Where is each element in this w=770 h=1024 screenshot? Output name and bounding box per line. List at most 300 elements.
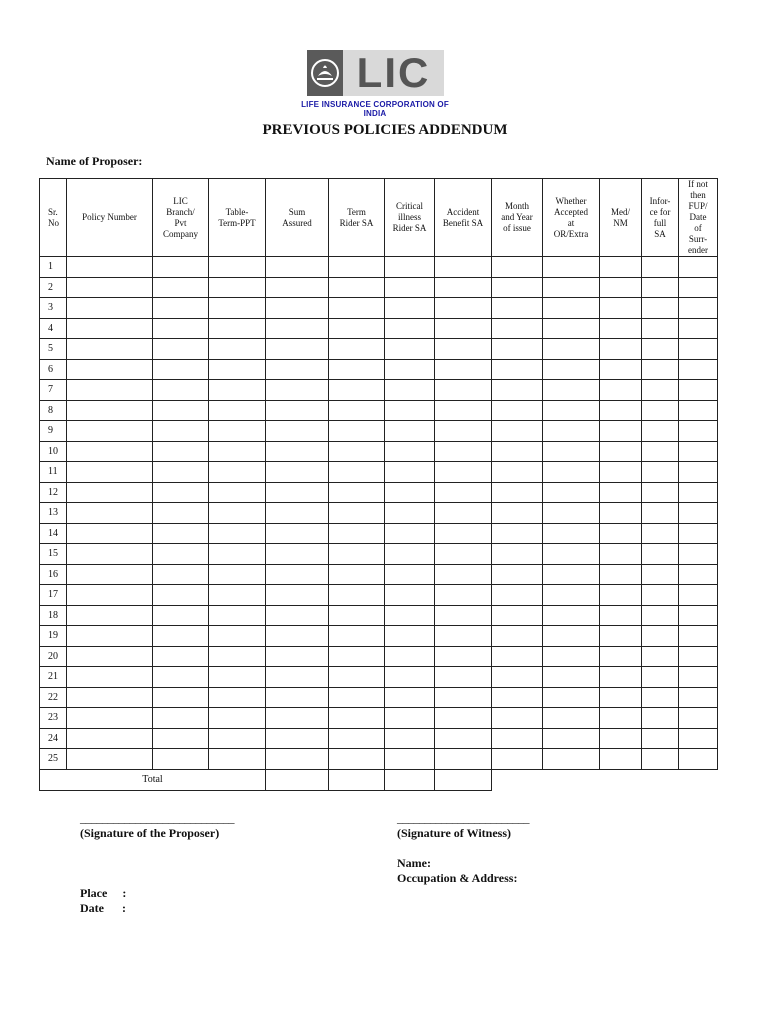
- entry-cell[interactable]: [266, 626, 329, 647]
- entry-cell[interactable]: [266, 523, 329, 544]
- entry-cell[interactable]: [492, 626, 543, 647]
- entry-cell[interactable]: [385, 298, 435, 319]
- entry-cell[interactable]: [642, 687, 679, 708]
- entry-cell[interactable]: [642, 523, 679, 544]
- entry-cell[interactable]: [266, 257, 329, 278]
- entry-cell[interactable]: [679, 667, 718, 688]
- entry-cell[interactable]: [266, 503, 329, 524]
- entry-cell[interactable]: [209, 380, 266, 401]
- entry-cell[interactable]: [329, 626, 385, 647]
- entry-cell[interactable]: [153, 564, 209, 585]
- entry-cell[interactable]: [329, 380, 385, 401]
- entry-cell[interactable]: [329, 708, 385, 729]
- entry-cell[interactable]: [642, 503, 679, 524]
- entry-cell[interactable]: [492, 339, 543, 360]
- entry-cell[interactable]: [329, 421, 385, 442]
- entry-cell[interactable]: [385, 277, 435, 298]
- entry-cell[interactable]: [153, 257, 209, 278]
- entry-cell[interactable]: [385, 421, 435, 442]
- entry-cell[interactable]: [679, 339, 718, 360]
- entry-cell[interactable]: [435, 605, 492, 626]
- entry-cell[interactable]: [600, 626, 642, 647]
- entry-cell[interactable]: [543, 646, 600, 667]
- entry-cell[interactable]: [385, 318, 435, 339]
- entry-cell[interactable]: [153, 318, 209, 339]
- entry-cell[interactable]: [642, 400, 679, 421]
- entry-cell[interactable]: [435, 503, 492, 524]
- entry-cell[interactable]: [153, 605, 209, 626]
- entry-cell[interactable]: [600, 749, 642, 770]
- entry-cell[interactable]: [492, 708, 543, 729]
- entry-cell[interactable]: [543, 523, 600, 544]
- entry-cell[interactable]: [67, 359, 153, 380]
- entry-cell[interactable]: [266, 380, 329, 401]
- entry-cell[interactable]: [679, 380, 718, 401]
- entry-cell[interactable]: [153, 298, 209, 319]
- entry-cell[interactable]: [642, 318, 679, 339]
- entry-cell[interactable]: [385, 687, 435, 708]
- entry-cell[interactable]: [543, 728, 600, 749]
- entry-cell[interactable]: [435, 749, 492, 770]
- entry-cell[interactable]: [642, 749, 679, 770]
- entry-cell[interactable]: [385, 626, 435, 647]
- entry-cell[interactable]: [385, 400, 435, 421]
- entry-cell[interactable]: [543, 626, 600, 647]
- entry-cell[interactable]: [435, 339, 492, 360]
- entry-cell[interactable]: [679, 257, 718, 278]
- entry-cell[interactable]: [329, 318, 385, 339]
- entry-cell[interactable]: [492, 298, 543, 319]
- entry-cell[interactable]: [329, 564, 385, 585]
- entry-cell[interactable]: [600, 523, 642, 544]
- entry-cell[interactable]: [67, 728, 153, 749]
- entry-cell[interactable]: [679, 605, 718, 626]
- entry-cell[interactable]: [329, 749, 385, 770]
- entry-cell[interactable]: [67, 749, 153, 770]
- entry-cell[interactable]: [153, 523, 209, 544]
- entry-cell[interactable]: [600, 421, 642, 442]
- entry-cell[interactable]: [266, 646, 329, 667]
- entry-cell[interactable]: [435, 544, 492, 565]
- entry-cell[interactable]: [435, 667, 492, 688]
- entry-cell[interactable]: [153, 626, 209, 647]
- entry-cell[interactable]: [642, 441, 679, 462]
- entry-cell[interactable]: [385, 380, 435, 401]
- entry-cell[interactable]: [67, 318, 153, 339]
- entry-cell[interactable]: [543, 687, 600, 708]
- entry-cell[interactable]: [67, 482, 153, 503]
- entry-cell[interactable]: [435, 482, 492, 503]
- entry-cell[interactable]: [435, 564, 492, 585]
- entry-cell[interactable]: [329, 503, 385, 524]
- entry-cell[interactable]: [492, 585, 543, 606]
- entry-cell[interactable]: [492, 544, 543, 565]
- entry-cell[interactable]: [67, 421, 153, 442]
- entry-cell[interactable]: [329, 298, 385, 319]
- entry-cell[interactable]: [329, 257, 385, 278]
- entry-cell[interactable]: [385, 257, 435, 278]
- entry-cell[interactable]: [435, 585, 492, 606]
- entry-cell[interactable]: [435, 523, 492, 544]
- entry-cell[interactable]: [642, 544, 679, 565]
- entry-cell[interactable]: [153, 400, 209, 421]
- entry-cell[interactable]: [600, 667, 642, 688]
- entry-cell[interactable]: [266, 667, 329, 688]
- entry-cell[interactable]: [385, 339, 435, 360]
- entry-cell[interactable]: [209, 708, 266, 729]
- entry-cell[interactable]: [492, 359, 543, 380]
- entry-cell[interactable]: [600, 441, 642, 462]
- total-cell[interactable]: [266, 769, 329, 790]
- entry-cell[interactable]: [385, 462, 435, 483]
- entry-cell[interactable]: [329, 277, 385, 298]
- entry-cell[interactable]: [642, 646, 679, 667]
- entry-cell[interactable]: [642, 380, 679, 401]
- entry-cell[interactable]: [153, 749, 209, 770]
- entry-cell[interactable]: [266, 339, 329, 360]
- entry-cell[interactable]: [266, 605, 329, 626]
- entry-cell[interactable]: [209, 257, 266, 278]
- entry-cell[interactable]: [642, 257, 679, 278]
- entry-cell[interactable]: [153, 585, 209, 606]
- entry-cell[interactable]: [67, 400, 153, 421]
- entry-cell[interactable]: [679, 277, 718, 298]
- entry-cell[interactable]: [543, 708, 600, 729]
- entry-cell[interactable]: [642, 564, 679, 585]
- entry-cell[interactable]: [543, 400, 600, 421]
- entry-cell[interactable]: [266, 564, 329, 585]
- entry-cell[interactable]: [329, 687, 385, 708]
- entry-cell[interactable]: [679, 749, 718, 770]
- entry-cell[interactable]: [679, 482, 718, 503]
- entry-cell[interactable]: [642, 482, 679, 503]
- entry-cell[interactable]: [329, 585, 385, 606]
- entry-cell[interactable]: [492, 380, 543, 401]
- entry-cell[interactable]: [266, 400, 329, 421]
- entry-cell[interactable]: [679, 626, 718, 647]
- entry-cell[interactable]: [679, 523, 718, 544]
- entry-cell[interactable]: [543, 749, 600, 770]
- entry-cell[interactable]: [153, 359, 209, 380]
- entry-cell[interactable]: [329, 400, 385, 421]
- entry-cell[interactable]: [543, 482, 600, 503]
- entry-cell[interactable]: [543, 277, 600, 298]
- entry-cell[interactable]: [329, 605, 385, 626]
- entry-cell[interactable]: [266, 421, 329, 442]
- entry-cell[interactable]: [266, 585, 329, 606]
- entry-cell[interactable]: [209, 421, 266, 442]
- entry-cell[interactable]: [435, 646, 492, 667]
- entry-cell[interactable]: [329, 462, 385, 483]
- entry-cell[interactable]: [209, 544, 266, 565]
- entry-cell[interactable]: [543, 257, 600, 278]
- entry-cell[interactable]: [679, 728, 718, 749]
- entry-cell[interactable]: [209, 441, 266, 462]
- entry-cell[interactable]: [600, 605, 642, 626]
- entry-cell[interactable]: [209, 523, 266, 544]
- entry-cell[interactable]: [600, 564, 642, 585]
- entry-cell[interactable]: [642, 462, 679, 483]
- entry-cell[interactable]: [266, 687, 329, 708]
- entry-cell[interactable]: [266, 728, 329, 749]
- total-cell[interactable]: [435, 769, 492, 790]
- entry-cell[interactable]: [153, 687, 209, 708]
- entry-cell[interactable]: [435, 708, 492, 729]
- entry-cell[interactable]: [435, 626, 492, 647]
- entry-cell[interactable]: [600, 687, 642, 708]
- entry-cell[interactable]: [679, 646, 718, 667]
- entry-cell[interactable]: [67, 687, 153, 708]
- entry-cell[interactable]: [385, 359, 435, 380]
- entry-cell[interactable]: [642, 626, 679, 647]
- entry-cell[interactable]: [266, 462, 329, 483]
- entry-cell[interactable]: [642, 359, 679, 380]
- entry-cell[interactable]: [266, 359, 329, 380]
- entry-cell[interactable]: [492, 277, 543, 298]
- entry-cell[interactable]: [492, 646, 543, 667]
- entry-cell[interactable]: [679, 298, 718, 319]
- entry-cell[interactable]: [266, 298, 329, 319]
- entry-cell[interactable]: [209, 626, 266, 647]
- entry-cell[interactable]: [266, 708, 329, 729]
- entry-cell[interactable]: [67, 339, 153, 360]
- entry-cell[interactable]: [435, 462, 492, 483]
- entry-cell[interactable]: [209, 277, 266, 298]
- entry-cell[interactable]: [67, 503, 153, 524]
- entry-cell[interactable]: [153, 462, 209, 483]
- entry-cell[interactable]: [266, 544, 329, 565]
- entry-cell[interactable]: [600, 462, 642, 483]
- entry-cell[interactable]: [209, 728, 266, 749]
- entry-cell[interactable]: [209, 462, 266, 483]
- entry-cell[interactable]: [600, 339, 642, 360]
- entry-cell[interactable]: [435, 298, 492, 319]
- entry-cell[interactable]: [679, 462, 718, 483]
- entry-cell[interactable]: [600, 400, 642, 421]
- entry-cell[interactable]: [266, 318, 329, 339]
- entry-cell[interactable]: [679, 585, 718, 606]
- entry-cell[interactable]: [329, 544, 385, 565]
- entry-cell[interactable]: [543, 318, 600, 339]
- entry-cell[interactable]: [209, 400, 266, 421]
- entry-cell[interactable]: [642, 277, 679, 298]
- entry-cell[interactable]: [435, 728, 492, 749]
- entry-cell[interactable]: [67, 585, 153, 606]
- entry-cell[interactable]: [600, 728, 642, 749]
- entry-cell[interactable]: [385, 523, 435, 544]
- entry-cell[interactable]: [679, 421, 718, 442]
- entry-cell[interactable]: [492, 728, 543, 749]
- entry-cell[interactable]: [329, 359, 385, 380]
- entry-cell[interactable]: [385, 749, 435, 770]
- entry-cell[interactable]: [67, 277, 153, 298]
- entry-cell[interactable]: [679, 318, 718, 339]
- entry-cell[interactable]: [679, 687, 718, 708]
- entry-cell[interactable]: [543, 667, 600, 688]
- entry-cell[interactable]: [153, 503, 209, 524]
- entry-cell[interactable]: [492, 441, 543, 462]
- entry-cell[interactable]: [209, 564, 266, 585]
- entry-cell[interactable]: [67, 646, 153, 667]
- entry-cell[interactable]: [209, 503, 266, 524]
- entry-cell[interactable]: [209, 585, 266, 606]
- entry-cell[interactable]: [209, 318, 266, 339]
- entry-cell[interactable]: [600, 277, 642, 298]
- entry-cell[interactable]: [67, 298, 153, 319]
- entry-cell[interactable]: [67, 626, 153, 647]
- entry-cell[interactable]: [329, 728, 385, 749]
- entry-cell[interactable]: [492, 503, 543, 524]
- entry-cell[interactable]: [153, 277, 209, 298]
- entry-cell[interactable]: [209, 687, 266, 708]
- entry-cell[interactable]: [679, 544, 718, 565]
- entry-cell[interactable]: [492, 749, 543, 770]
- entry-cell[interactable]: [329, 646, 385, 667]
- entry-cell[interactable]: [492, 421, 543, 442]
- entry-cell[interactable]: [153, 708, 209, 729]
- entry-cell[interactable]: [600, 544, 642, 565]
- entry-cell[interactable]: [209, 605, 266, 626]
- entry-cell[interactable]: [329, 441, 385, 462]
- entry-cell[interactable]: [543, 359, 600, 380]
- entry-cell[interactable]: [543, 544, 600, 565]
- entry-cell[interactable]: [153, 441, 209, 462]
- entry-cell[interactable]: [385, 708, 435, 729]
- entry-cell[interactable]: [543, 339, 600, 360]
- entry-cell[interactable]: [385, 441, 435, 462]
- entry-cell[interactable]: [67, 462, 153, 483]
- entry-cell[interactable]: [153, 339, 209, 360]
- entry-cell[interactable]: [209, 359, 266, 380]
- entry-cell[interactable]: [385, 728, 435, 749]
- entry-cell[interactable]: [385, 564, 435, 585]
- entry-cell[interactable]: [492, 318, 543, 339]
- entry-cell[interactable]: [600, 359, 642, 380]
- entry-cell[interactable]: [600, 585, 642, 606]
- entry-cell[interactable]: [266, 482, 329, 503]
- entry-cell[interactable]: [600, 318, 642, 339]
- entry-cell[interactable]: [153, 421, 209, 442]
- entry-cell[interactable]: [385, 667, 435, 688]
- entry-cell[interactable]: [679, 400, 718, 421]
- entry-cell[interactable]: [385, 605, 435, 626]
- entry-cell[interactable]: [329, 482, 385, 503]
- entry-cell[interactable]: [543, 298, 600, 319]
- entry-cell[interactable]: [492, 667, 543, 688]
- entry-cell[interactable]: [67, 523, 153, 544]
- entry-cell[interactable]: [67, 257, 153, 278]
- entry-cell[interactable]: [679, 503, 718, 524]
- entry-cell[interactable]: [385, 585, 435, 606]
- entry-cell[interactable]: [435, 687, 492, 708]
- entry-cell[interactable]: [642, 728, 679, 749]
- entry-cell[interactable]: [492, 257, 543, 278]
- entry-cell[interactable]: [642, 605, 679, 626]
- entry-cell[interactable]: [67, 564, 153, 585]
- entry-cell[interactable]: [642, 585, 679, 606]
- entry-cell[interactable]: [329, 667, 385, 688]
- entry-cell[interactable]: [543, 462, 600, 483]
- entry-cell[interactable]: [492, 605, 543, 626]
- entry-cell[interactable]: [543, 421, 600, 442]
- entry-cell[interactable]: [153, 646, 209, 667]
- entry-cell[interactable]: [679, 441, 718, 462]
- entry-cell[interactable]: [492, 462, 543, 483]
- entry-cell[interactable]: [543, 503, 600, 524]
- entry-cell[interactable]: [642, 667, 679, 688]
- entry-cell[interactable]: [435, 359, 492, 380]
- entry-cell[interactable]: [492, 523, 543, 544]
- entry-cell[interactable]: [266, 277, 329, 298]
- entry-cell[interactable]: [153, 728, 209, 749]
- entry-cell[interactable]: [543, 585, 600, 606]
- entry-cell[interactable]: [435, 257, 492, 278]
- entry-cell[interactable]: [435, 318, 492, 339]
- entry-cell[interactable]: [209, 646, 266, 667]
- entry-cell[interactable]: [543, 380, 600, 401]
- entry-cell[interactable]: [492, 400, 543, 421]
- entry-cell[interactable]: [642, 708, 679, 729]
- entry-cell[interactable]: [435, 421, 492, 442]
- entry-cell[interactable]: [492, 687, 543, 708]
- entry-cell[interactable]: [67, 667, 153, 688]
- entry-cell[interactable]: [492, 564, 543, 585]
- entry-cell[interactable]: [67, 708, 153, 729]
- entry-cell[interactable]: [679, 708, 718, 729]
- entry-cell[interactable]: [266, 749, 329, 770]
- entry-cell[interactable]: [543, 605, 600, 626]
- entry-cell[interactable]: [329, 523, 385, 544]
- entry-cell[interactable]: [67, 380, 153, 401]
- entry-cell[interactable]: [67, 605, 153, 626]
- entry-cell[interactable]: [329, 339, 385, 360]
- entry-cell[interactable]: [435, 277, 492, 298]
- entry-cell[interactable]: [435, 441, 492, 462]
- entry-cell[interactable]: [492, 482, 543, 503]
- entry-cell[interactable]: [209, 749, 266, 770]
- entry-cell[interactable]: [266, 441, 329, 462]
- entry-cell[interactable]: [209, 482, 266, 503]
- entry-cell[interactable]: [67, 441, 153, 462]
- total-cell[interactable]: [329, 769, 385, 790]
- entry-cell[interactable]: [209, 667, 266, 688]
- entry-cell[interactable]: [642, 339, 679, 360]
- total-cell[interactable]: [385, 769, 435, 790]
- entry-cell[interactable]: [642, 421, 679, 442]
- entry-cell[interactable]: [600, 257, 642, 278]
- entry-cell[interactable]: [153, 482, 209, 503]
- entry-cell[interactable]: [67, 544, 153, 565]
- entry-cell[interactable]: [385, 482, 435, 503]
- entry-cell[interactable]: [385, 646, 435, 667]
- entry-cell[interactable]: [600, 646, 642, 667]
- entry-cell[interactable]: [543, 441, 600, 462]
- entry-cell[interactable]: [385, 544, 435, 565]
- entry-cell[interactable]: [435, 380, 492, 401]
- entry-cell[interactable]: [679, 564, 718, 585]
- entry-cell[interactable]: [600, 503, 642, 524]
- entry-cell[interactable]: [600, 380, 642, 401]
- entry-cell[interactable]: [600, 708, 642, 729]
- entry-cell[interactable]: [153, 380, 209, 401]
- entry-cell[interactable]: [153, 667, 209, 688]
- entry-cell[interactable]: [209, 298, 266, 319]
- entry-cell[interactable]: [435, 400, 492, 421]
- entry-cell[interactable]: [642, 298, 679, 319]
- entry-cell[interactable]: [600, 482, 642, 503]
- entry-cell[interactable]: [385, 503, 435, 524]
- entry-cell[interactable]: [153, 544, 209, 565]
